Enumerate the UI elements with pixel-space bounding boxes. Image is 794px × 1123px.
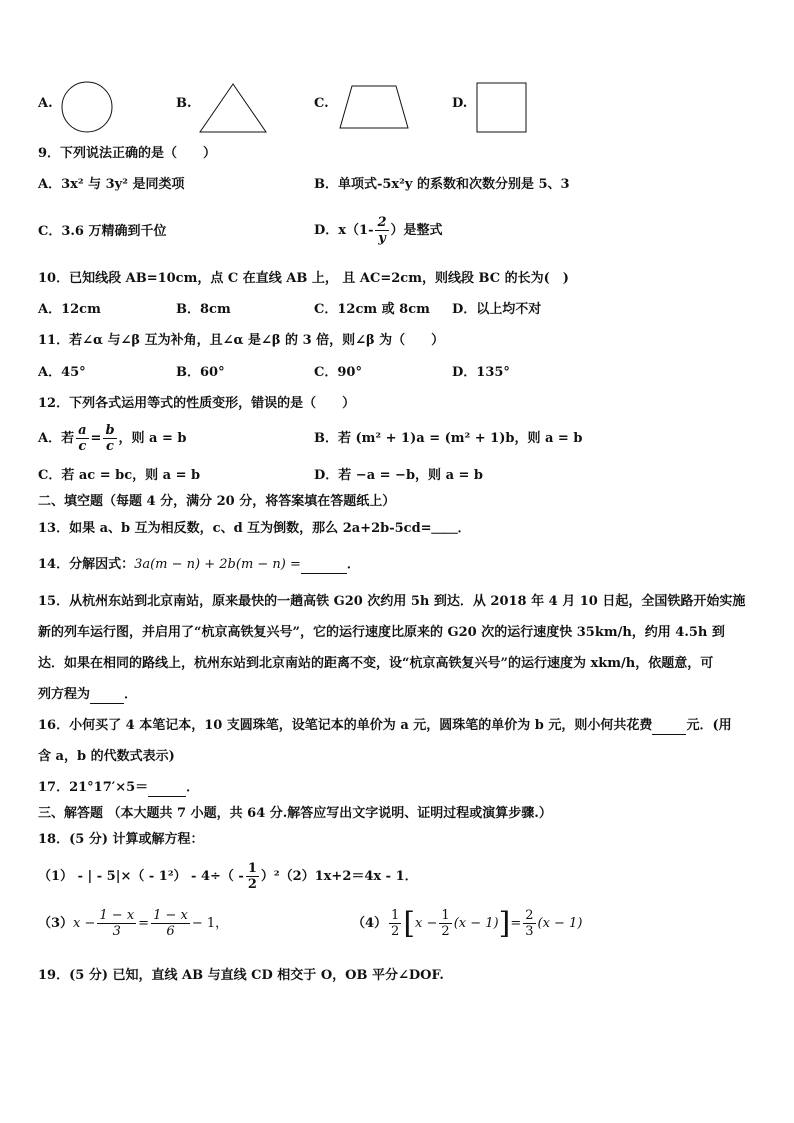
q18-p4-den-3: 3 (525, 924, 534, 939)
q11-option-d: D．135° (452, 365, 510, 380)
q9-option-c: C．3.6 万精确到千位 (38, 224, 167, 239)
q12-a-den-2: c (106, 439, 114, 454)
q13: 13．如果 a、b 互为相反数，c、d 互为倒数，那么 2a+2b-5cd=＿＿． (38, 521, 471, 536)
q18-p4-den-1: 2 (391, 924, 400, 939)
q9-stem: 9．下列说法正确的是（ ） (38, 146, 217, 161)
q11-option-c: C．90° (314, 365, 362, 380)
q18-p3-suffix: − 1， (191, 916, 229, 931)
q14 (38, 556, 360, 574)
q12-a-fraction-1 (76, 423, 88, 454)
q18-p4-fraction-2 (439, 908, 451, 939)
q18-p4-fraction-1 (389, 908, 401, 939)
q15-line-2: 新的列车运行图，并启用了“杭京高铁复兴号”，它的运行速度比原来的 G20 次的运行速度快 35km/h，约用 4.5h 到 (38, 625, 725, 640)
q10-stem: 10．已知线段 AB=10cm，点 C 在直线 AB 上， 且 AC=2cm，则线段 BC 的长为( ) (38, 271, 569, 286)
q10-option-c: C．12cm 或 8cm (314, 302, 430, 317)
q18-p3-fraction-1 (97, 908, 136, 939)
q15-line-3: 达．如果在相同的路线上，杭州东站到北京南站的距离不变，设“杭京高铁复兴号”的运行速度为 xkm/h，依题意，可 (38, 656, 714, 671)
q18-p3-den-2: 6 (166, 924, 175, 939)
q10-option-d: D．以上均不对 (452, 302, 542, 317)
q18-p4-num-3: 2 (525, 908, 534, 923)
q18-p3-equals: = (138, 916, 150, 931)
q16-line-1-suffix: 元．(用 (686, 718, 732, 733)
q11-stem: 11．若∠α 与∠β 互为补角，且∠α 是∠β 的 3 倍，则∠β 为（ ） (38, 333, 445, 348)
q14-suffix: ． (346, 557, 360, 572)
q12-a-den-1: c (78, 439, 87, 454)
q18-p3-label: （3） (38, 916, 74, 931)
q18-stem: 18．(5 分) 计算或解方程： (38, 832, 204, 847)
q12-a-equals: = (90, 431, 102, 446)
q18-p3-term: x − (73, 916, 96, 931)
q12-a-num-2: b (105, 423, 115, 438)
q18-p4-fraction-3 (523, 908, 535, 939)
triangle-shape (198, 82, 268, 134)
q15-line-4-suffix: ． (124, 687, 138, 702)
q17-prefix: 17．21°17′×5＝ (38, 780, 149, 795)
q19: 19．(5 分) 已知，直线 AB 与直线 CD 相交于 O，OB 平分∠DOF. (38, 968, 444, 983)
q10-option-b: B．8cm (176, 302, 231, 317)
q18-p1-suffix: ）²（2）1x+2＝4x - 1． (260, 869, 418, 884)
q18-p3-num-2: 1 − x (153, 908, 188, 923)
q9-d-prefix: D．x（1- (314, 223, 374, 238)
q11-option-a: A．45° (38, 365, 86, 380)
q12-a-fraction-2 (103, 423, 116, 454)
q10-option-a: A．12cm (38, 302, 101, 317)
q9-option-a: A．3x² 与 3y² 是同类项 (38, 177, 185, 192)
q18-p3-fraction-2 (151, 908, 190, 939)
q14-answer-blank[interactable] (301, 573, 347, 574)
q18-p4-num-2: 1 (441, 908, 450, 923)
q18-p4-right-bracket: ] (498, 905, 511, 941)
option-a-label: A. (38, 96, 53, 111)
q18-p4-inner-term-2: (x − 1) (453, 916, 499, 931)
q15-line-4-prefix: 列方程为 (38, 687, 91, 702)
circle-shape (60, 80, 114, 134)
q17-suffix: ． (186, 780, 200, 795)
q18-part-3 (38, 904, 228, 944)
q17-answer-blank[interactable] (148, 796, 186, 797)
shape-options-row (38, 78, 758, 140)
q12-option-c: C．若 ac = bc，则 a = b (38, 468, 201, 483)
q12-option-b: B．若 (m² + 1)a = (m² + 1)b，则 a = b (314, 431, 583, 446)
q9-option-d (314, 212, 443, 250)
q12-stem: 12．下列各式运用等式的性质变形，错误的是（ ） (38, 396, 356, 411)
q18-p1-numerator: 1 (247, 861, 257, 876)
q18-p4-num-1: 1 (391, 908, 400, 923)
q18-p3-num-1: 1 − x (99, 908, 135, 923)
q18-p1-prefix: （1） - | - 5|×（ - 1²） - 4÷（ - (38, 869, 244, 884)
q9-d-suffix: ）是整式 (390, 223, 443, 238)
q14-expression: 3a(m − n) + 2b(m − n) = (134, 557, 301, 572)
q16-line-1-prefix: 16．小何买了 4 本笔记本，10 支圆珠笔，设笔记本的单价为 a 元，圆珠笔的单价为 b 元，则小何共花费 (38, 718, 653, 733)
q18-p1-denominator: 2 (247, 877, 257, 892)
q18-p4-equals: = (510, 916, 522, 931)
section-2-heading: 二、填空题（每题 4 分，满分 20 分，将答案填在答题纸上） (38, 494, 396, 509)
q15-line-1: 15．从杭州东站到北京南站，原来最快的一趟高铁 G20 次约用 5h 到达．从 2018 年 4 月 10 日起，全国铁路开始实施 (38, 594, 746, 609)
q12-option-d: D．若 −a = −b，则 a = b (314, 468, 484, 483)
q18-p4-inner-term: x − (415, 916, 438, 931)
q17 (38, 779, 199, 797)
q18-part-4 (352, 904, 582, 944)
option-b-label: B. (176, 96, 192, 111)
q9-option-b: B．单项式-5x²y 的系数和次数分别是 5、3 (314, 177, 570, 192)
q12-a-prefix: A．若 (38, 431, 75, 446)
section-3-heading: 三、解答题 （本大题共 7 小题，共 64 分.解答应写出文字说明、证明过程或演算步骤.） (38, 806, 552, 821)
trapezoid-shape (338, 84, 410, 130)
q18-p4-left-bracket: [ (403, 905, 416, 941)
square-shape (476, 82, 528, 134)
q16-answer-blank[interactable] (652, 734, 686, 735)
q14-prefix: 14．分解因式： (38, 557, 135, 572)
q16-line-2: 含 a，b 的代数式表示) (38, 749, 175, 764)
q16-line-1 (38, 717, 732, 735)
q18-p3-den-1: 3 (112, 924, 121, 939)
q18-p4-suffix: (x − 1) (537, 916, 583, 931)
q18-p4-label: （4） (352, 916, 388, 931)
q15-answer-blank[interactable] (90, 703, 124, 704)
q11-option-b: B．60° (176, 365, 225, 380)
q9-d-numerator: 2 (377, 215, 387, 230)
q12-option-a (38, 420, 187, 458)
q9-d-fraction (375, 215, 388, 246)
q9-d-denominator: y (378, 231, 386, 246)
q12-a-num-1: a (78, 423, 87, 438)
q18-p1-fraction (246, 861, 259, 892)
q12-a-suffix: ，则 a = b (118, 431, 187, 446)
q18-p4-den-2: 2 (441, 924, 450, 939)
q15-line-4 (38, 686, 137, 704)
option-c-label: C. (314, 96, 329, 111)
option-d-label: D. (452, 96, 468, 111)
q18-part-1-2 (38, 858, 418, 896)
